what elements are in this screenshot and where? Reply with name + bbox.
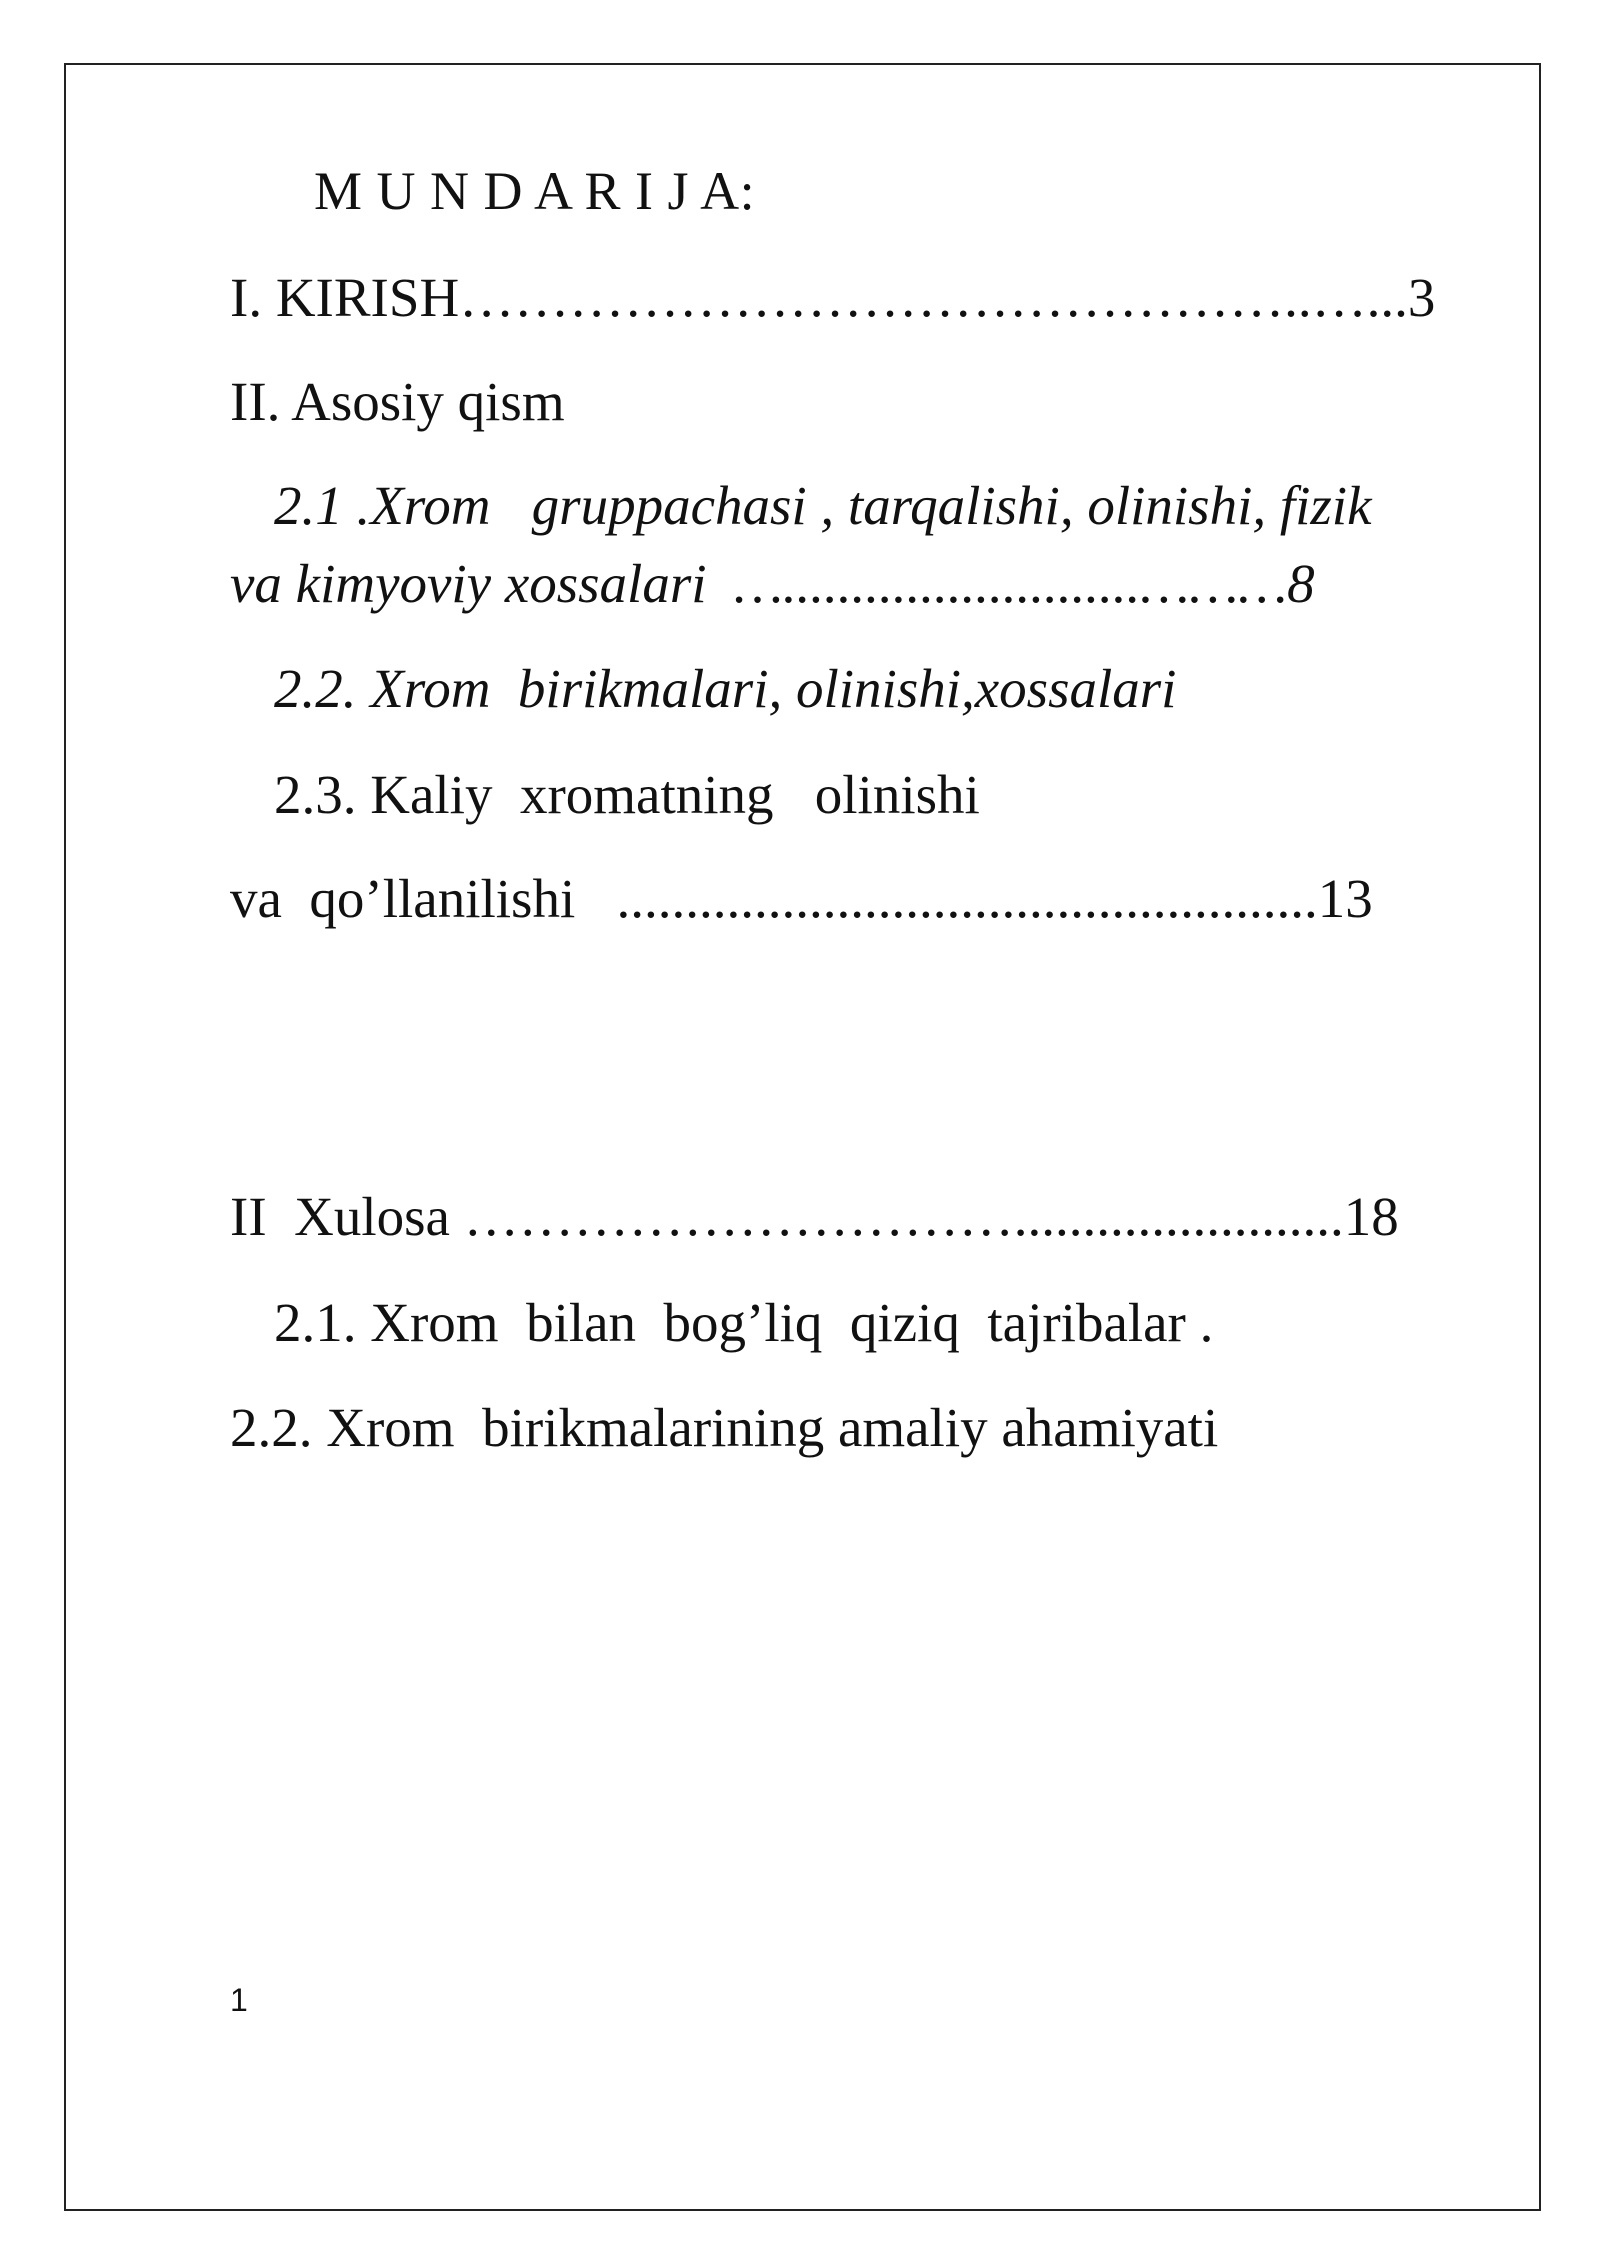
toc-entry-2-2: 2.2. Xrom birikmalari, olinishi,xossalari <box>274 658 1177 719</box>
page-number: 1 <box>230 1982 248 2018</box>
toc-entry-xulosa: II Xulosa …………………………........................18 <box>230 1186 1399 1247</box>
toc-entry-2-1-line2: va kimyoviy xossalari …..........................………8 <box>230 553 1315 614</box>
toc-entry-2-1-line1: 2.1 .Xrom gruppachasi , tarqalishi, olinishi, fizik <box>274 475 1372 536</box>
toc-entry-2-3-line1: 2.3. Kaliy xromatning olinishi <box>274 764 980 825</box>
toc-entry-kirish: I. KIRISH………………………………………..…...3 <box>230 267 1436 328</box>
toc-entry-xulosa-2-1: 2.1. Xrom bilan bog’liq qiziq tajribalar . <box>274 1292 1214 1353</box>
toc-entry-asosiy-qism: II. Asosiy qism <box>230 371 565 432</box>
toc-entry-2-3-line2: va qo’llanilishi ...................................................13 <box>230 868 1373 929</box>
toc-entry-xulosa-2-2: 2.2. Xrom birikmalarining amaliy ahamiyati <box>230 1397 1219 1458</box>
page-title: M U N D A R I J A: <box>314 161 756 221</box>
